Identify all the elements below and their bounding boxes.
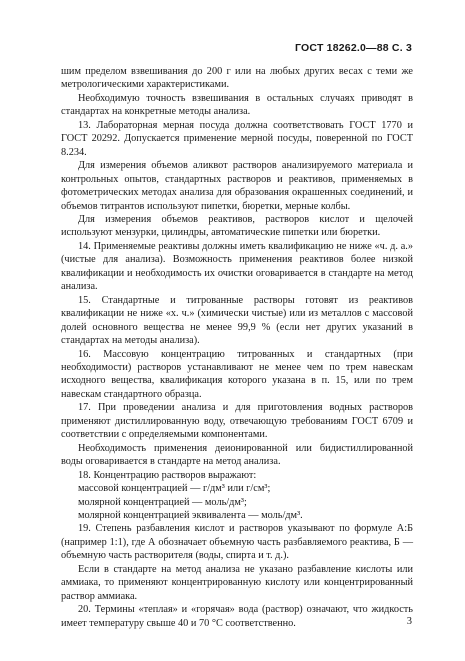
page-number: 3 bbox=[406, 616, 412, 627]
document-body bbox=[61, 65, 413, 630]
paragraph: Если в стандарте на метод анализа не указано разбавление кислоты или аммиака, то применяют концентрированную кислоту или концентрированный раствор аммиака. bbox=[61, 563, 413, 602]
paragraph: 20. Термины «теплая» и «горячая» вода (раствор) означают, что жидкость имеет температуру свыше 40 и 70 °С соответственно. bbox=[61, 604, 413, 629]
paragraph: молярной концентрацией — моль/дм³; bbox=[78, 496, 247, 508]
paragraph: Для измерения объемов реактивов, растворов кислот и щелочей используют мензурки, цилиндры, автоматические пипетки или бюретки. bbox=[61, 213, 413, 239]
paragraph: Для измерения объемов аликвот растворов анализируемого материала и контрольных опытов, стандартных растворов и реактивов, применяемых в фотометрических методах анализа для образования окрашенных соединений, и объемов титрантов используют пипетки, бюретки, мерные колбы. bbox=[61, 160, 413, 212]
paragraph: 16. Массовую концентрацию титрованных и стандартных (при необходимости) растворов устанавливают не менее чем по трем навескам исходного вещества, квалификация которого указана в п. 15, или по трем навескам стандартного образца. bbox=[61, 348, 413, 400]
paragraph: Необходимую точность взвешивания в остальных случаях приводят в стандартах на конкретные методы анализа. bbox=[61, 92, 413, 118]
paragraph: молярной концентрацией эквивалента — моль/дм³. bbox=[78, 509, 303, 521]
paragraph: 15. Стандартные и титрованные растворы готовят из реактивов квалификации не ниже «х. ч.» (химически чистые) или из металлов с массовой долей основного вещества не менее 99,9 % (если нет других указаний в стандартах на методы анализа). bbox=[61, 294, 413, 347]
paragraph: 17. При проведении анализа и для приготовления водных растворов применяют дистиллированную воду, отвечающую требованиям ГОСТ 6709 и соответствии с определяемыми компонентами. bbox=[61, 402, 413, 441]
paragraph: Необходимость применения деионированной или бидистиллированной воды оговаривается в стандарте на метод анализа. bbox=[61, 442, 413, 468]
paragraph: массовой концентрацией — г/дм³ или г/см³; bbox=[78, 483, 271, 495]
page-header: ГОСТ 18262.0—88 С. 3 bbox=[295, 42, 412, 54]
paragraph: 19. Степень разбавления кислот и растворов указывают по формуле А:Б (например 1:1), где А обозначает объемную часть разбавляемого реактива, Б — объемную часть растворителя (воды, спирта и т. д.). bbox=[61, 523, 413, 562]
paragraph: 13. Лабораторная мерная посуда должна соответствовать ГОСТ 1770 и ГОСТ 20292. Допускается применение мерной посуды, поверенной по ГОСТ 8.234. bbox=[61, 119, 413, 158]
paragraph: 14. Применяемые реактивы должны иметь квалификацию не ниже «ч. д. а.» (чистые для анализа). Возможность применения реактивов более низкой квалификации и необходимость их очистки оговаривается в стандарте на метод анализа. bbox=[61, 240, 413, 293]
paragraph: 18. Концентрацию растворов выражают: bbox=[78, 469, 257, 481]
paragraph: шим пределом взвешивания до 200 г или на любых других весах с теми же метрологическими характеристиками. bbox=[61, 66, 413, 91]
